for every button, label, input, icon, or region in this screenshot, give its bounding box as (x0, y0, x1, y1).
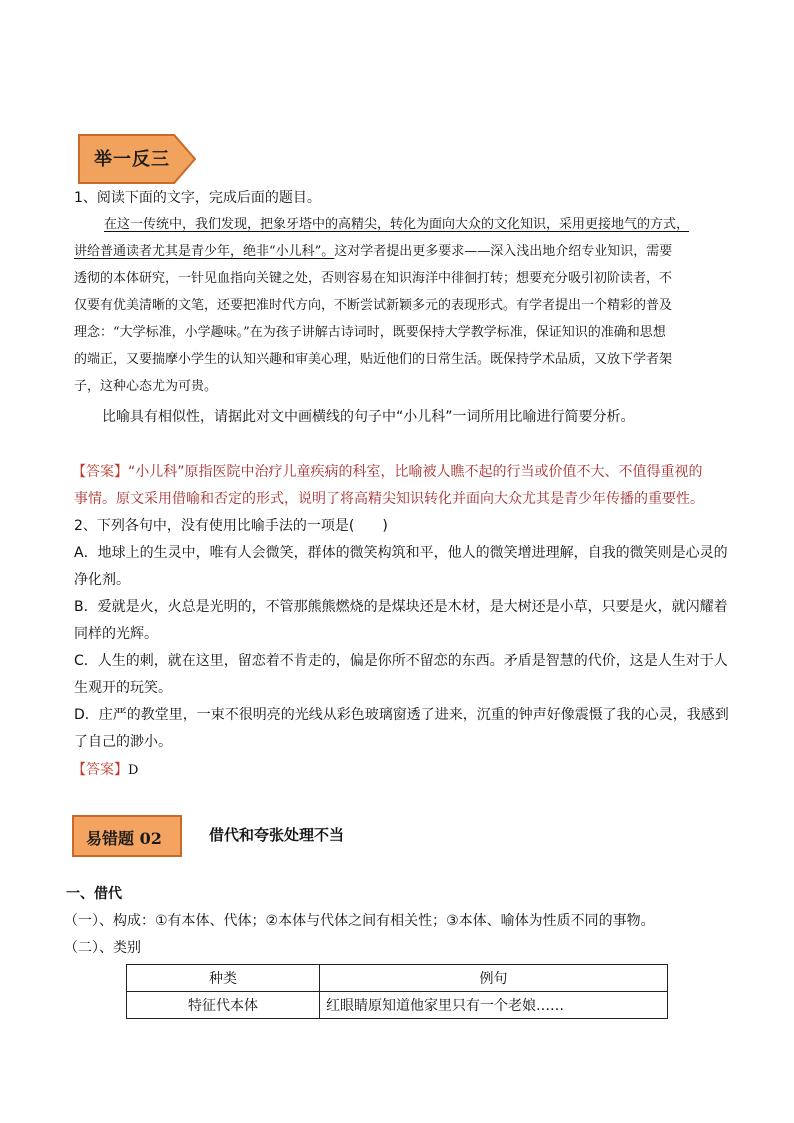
q1-answer: 【答案】“小儿科”原指医院中治疗儿童疾病的科室，比喻被人瞧不起的行当或价值不大、不值得重视的 (72, 464, 703, 480)
table-header: 例句 (320, 965, 668, 992)
q1-answer-cont: 事情。原文采用借喻和否定的形式，说明了将高精尖知识转化并面向大众尤其是青少年传播的重要性。 (74, 491, 704, 507)
option-b: B．爱就是火，火总是光明的，不管那熊熊燃烧的是煤块还是木材，是大树还是小草，只要是火，就闪耀着 (74, 599, 728, 615)
answer-value: D (128, 763, 139, 778)
passage-line: 的端正，又要揣摩小学生的认知兴趣和审美心理，贴近他们的日常生活。既保持学术品质，又放下学者架 (74, 352, 673, 367)
passage-line: 讲给普通读者尤其是青少年，绝非“小儿科”。这对学者提出更多要求——深入浅出地介绍专业知识，需要 (74, 244, 673, 259)
passage-line: 仅要有优美清晰的文笔，还要把准时代方向，不断尝试新颖多元的表现形式。有学者提出一个精彩的普及 (74, 298, 673, 313)
passage-line: 在这一传统中，我们发现，把象牙塔中的高精尖，转化为面向大众的文化知识，采用更接地气的方式， (104, 217, 690, 232)
passage-line: 子，这种心态尤为可贵。 (74, 379, 218, 394)
item-structure: （一）、构成：①有本体、代体；②本体与代体之间有相关性；③本体、喻体为性质不同的事物。 (64, 913, 655, 929)
option-c-cont: 生观开的玩笑。 (74, 680, 172, 696)
q2-prompt: 2、下列各句中，没有使用比喻手法的一项是( ) (74, 518, 388, 534)
answer-label: 【答案】 (72, 464, 128, 480)
underlined-sentence: 讲给普通读者尤其是青少年，绝非“小儿科”。 (74, 244, 335, 259)
passage-line: 理念：“大学标准，小学趣味。”在为孩子讲解古诗词时，既要保持大学教学标准，保证知识的准确和思想 (74, 325, 666, 340)
banner-label: 举一反三 (94, 149, 170, 170)
answer-label: 【答案】 (72, 762, 128, 778)
error-box-label: 易错题 02 (86, 829, 162, 848)
q1-prompt: 1、阅读下面的文字，完成后面的题目。 (74, 190, 321, 206)
item-category: （二）、类别 (64, 940, 141, 956)
category-table (126, 964, 668, 1019)
option-d: D．庄严的教堂里，一束不很明亮的光线从彩色玻璃窗透了进来，沉重的钟声好像震慑了我的心灵，我感到 (74, 707, 729, 723)
table-cell: 红眼睛原知道他家里只有一个老娘…… (320, 992, 668, 1019)
table-header: 种类 (127, 965, 320, 992)
table-header-row (127, 965, 668, 992)
table-cell: 特征代本体 (127, 992, 320, 1019)
q1-question: 比喻具有相似性，请据此对文中画横线的句子中“小儿科”一词所用比喻进行简要分析。 (102, 409, 635, 425)
option-d-cont: 了自己的渺小。 (74, 734, 172, 750)
option-a: A．地球上的生灵中，唯有人会微笑，群体的微笑构筑和平，他人的微笑增进理解，自我的微笑则是心灵的 (74, 545, 728, 561)
table-row (127, 992, 668, 1019)
section-heading: 借代和夸张处理不当 (209, 826, 345, 844)
option-b-cont: 同样的光辉。 (74, 626, 158, 642)
error-box (72, 815, 182, 857)
q2-answer (72, 760, 138, 781)
option-a-cont: 净化剂。 (74, 572, 130, 588)
passage-line: 透彻的本体研究，一针见血指向关键之处，否则容易在知识海洋中徘徊打转；想要充分吸引初阶读者，不 (74, 271, 673, 286)
subheading: 一、借代 (66, 886, 122, 902)
option-c: C．人生的刺，就在这里，留恋着不肯走的，偏是你所不留恋的东西。矛盾是智慧的代价，这是人生对于人 (74, 653, 728, 669)
